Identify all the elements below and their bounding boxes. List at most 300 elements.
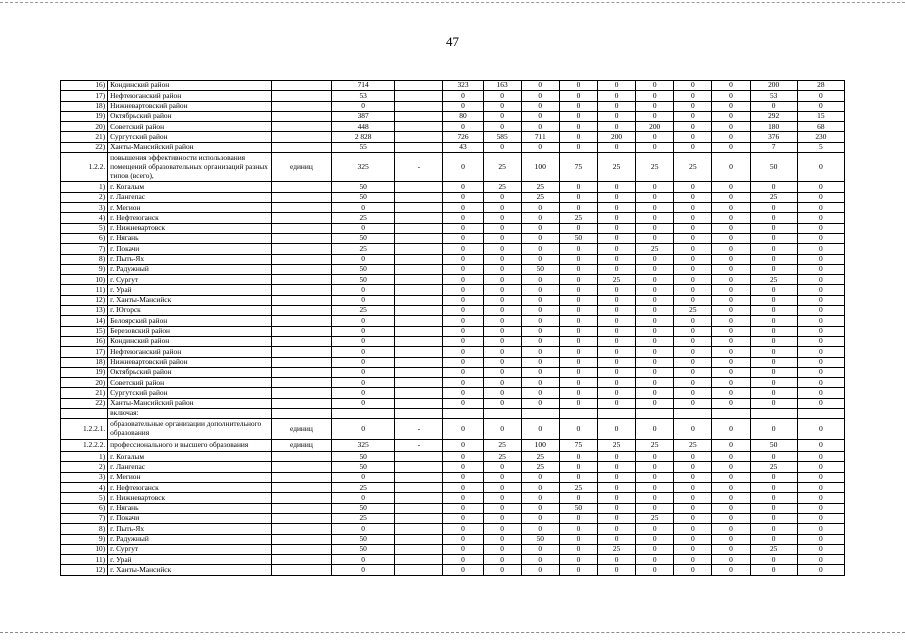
value-cell: 0 <box>636 81 674 91</box>
value-cell: 0 <box>521 336 559 346</box>
value-cell: 25 <box>483 153 521 182</box>
value-cell <box>395 565 443 575</box>
row-name-cell: г. Нефтеюганск <box>108 213 272 223</box>
row-number-cell: 11) <box>61 285 108 295</box>
value-cell: 0 <box>674 544 712 554</box>
value-cell: 0 <box>443 285 483 295</box>
value-cell: 0 <box>797 285 844 295</box>
value-cell: 0 <box>332 565 395 575</box>
value-cell: 0 <box>636 132 674 142</box>
value-cell: 0 <box>750 347 797 357</box>
value-cell: 0 <box>559 132 597 142</box>
value-cell: 50 <box>559 233 597 243</box>
value-cell: 714 <box>332 81 395 91</box>
value-cell: 0 <box>332 524 395 534</box>
value-cell <box>395 244 443 254</box>
value-cell: 50 <box>521 264 559 274</box>
value-cell: 0 <box>797 565 844 575</box>
row-number-cell: 12) <box>61 295 108 305</box>
value-cell <box>395 452 443 462</box>
value-cell: 0 <box>443 565 483 575</box>
row-number-cell: 10) <box>61 275 108 285</box>
value-cell: 0 <box>443 316 483 326</box>
value-cell: 0 <box>483 388 521 398</box>
value-cell: 0 <box>674 122 712 132</box>
value-cell: 0 <box>636 326 674 336</box>
row-number-cell: 17) <box>61 347 108 357</box>
row-unit-cell <box>271 244 331 254</box>
table-row <box>61 275 845 285</box>
value-cell: 0 <box>712 524 750 534</box>
value-cell: 0 <box>597 419 635 440</box>
value-cell: 0 <box>712 513 750 523</box>
value-cell: 0 <box>797 233 844 243</box>
value-cell: 0 <box>483 555 521 565</box>
value-cell: 0 <box>797 254 844 264</box>
value-cell: 0 <box>332 223 395 233</box>
row-name-cell: г. Лангепас <box>108 192 272 202</box>
row-number-cell: 9) <box>61 534 108 544</box>
row-unit-cell <box>271 275 331 285</box>
row-name-cell: Нефтеюганский район <box>108 91 272 101</box>
value-cell: 0 <box>521 223 559 233</box>
row-name-cell: г. Радужный <box>108 534 272 544</box>
value-cell: 0 <box>597 388 635 398</box>
table-row <box>61 367 845 377</box>
value-cell: 0 <box>674 347 712 357</box>
value-cell: 200 <box>750 81 797 91</box>
row-unit-cell <box>271 316 331 326</box>
value-cell: 0 <box>797 555 844 565</box>
value-cell: 0 <box>712 192 750 202</box>
row-name-cell: г. Урай <box>108 285 272 295</box>
value-cell: 0 <box>797 182 844 192</box>
value-cell: 0 <box>483 398 521 408</box>
value-cell: 0 <box>597 452 635 462</box>
value-cell: 50 <box>332 233 395 243</box>
table-row <box>61 565 845 575</box>
value-cell: 0 <box>332 367 395 377</box>
table-row <box>61 285 845 295</box>
value-cell: 0 <box>483 275 521 285</box>
row-name-cell: г. Нижневартовск <box>108 493 272 503</box>
value-cell: 0 <box>674 336 712 346</box>
value-cell: 0 <box>712 306 750 316</box>
row-unit-cell <box>271 101 331 111</box>
value-cell: 0 <box>636 233 674 243</box>
row-unit-cell <box>271 524 331 534</box>
value-cell: 0 <box>674 275 712 285</box>
value-cell: 0 <box>521 306 559 316</box>
value-cell: 50 <box>332 192 395 202</box>
row-name-cell: г. Покачи <box>108 513 272 523</box>
value-cell: 50 <box>332 275 395 285</box>
row-number-cell: 22) <box>61 398 108 408</box>
value-cell <box>395 326 443 336</box>
value-cell: 0 <box>636 203 674 213</box>
value-cell: 25 <box>332 244 395 254</box>
table-row <box>61 452 845 462</box>
value-cell: 0 <box>443 439 483 451</box>
value-cell: 25 <box>750 544 797 554</box>
value-cell: 0 <box>674 101 712 111</box>
value-cell: 0 <box>597 306 635 316</box>
value-cell: 0 <box>797 388 844 398</box>
table-row <box>61 409 845 419</box>
value-cell <box>395 534 443 544</box>
table-row <box>61 81 845 91</box>
value-cell: 0 <box>443 122 483 132</box>
value-cell: 0 <box>483 503 521 513</box>
value-cell: 25 <box>483 439 521 451</box>
value-cell: 0 <box>521 483 559 493</box>
value-cell: 0 <box>443 378 483 388</box>
value-cell: 0 <box>797 275 844 285</box>
value-cell: 25 <box>332 513 395 523</box>
value-cell: 0 <box>521 81 559 91</box>
value-cell: 0 <box>674 285 712 295</box>
row-unit-cell <box>271 378 331 388</box>
value-cell: 0 <box>559 223 597 233</box>
row-unit-cell <box>271 483 331 493</box>
row-unit-cell <box>271 565 331 575</box>
row-name-cell: Кондинский район <box>108 336 272 346</box>
value-cell <box>395 483 443 493</box>
row-name-cell: образовательные организации дополнительного образования <box>108 419 272 440</box>
value-cell: 0 <box>750 503 797 513</box>
value-cell: 0 <box>521 295 559 305</box>
table-row <box>61 503 845 513</box>
row-unit-cell <box>271 306 331 316</box>
value-cell <box>395 111 443 121</box>
value-cell: 0 <box>332 493 395 503</box>
value-cell <box>395 409 443 419</box>
value-cell: 0 <box>636 544 674 554</box>
value-cell: 448 <box>332 122 395 132</box>
table-row <box>61 122 845 132</box>
value-cell: 0 <box>712 503 750 513</box>
value-cell: 0 <box>443 472 483 482</box>
row-name-cell: г. Нягань <box>108 233 272 243</box>
value-cell: 53 <box>750 91 797 101</box>
value-cell: 0 <box>559 122 597 132</box>
value-cell: 0 <box>712 285 750 295</box>
value-cell: 25 <box>636 153 674 182</box>
value-cell <box>395 142 443 152</box>
value-cell: 0 <box>559 264 597 274</box>
value-cell: - <box>395 439 443 451</box>
value-cell: 0 <box>636 213 674 223</box>
value-cell: 0 <box>597 122 635 132</box>
value-cell: 0 <box>674 462 712 472</box>
value-cell: 0 <box>559 336 597 346</box>
row-number-cell: 6) <box>61 503 108 513</box>
value-cell: 0 <box>559 378 597 388</box>
value-cell: 0 <box>712 493 750 503</box>
value-cell: 292 <box>750 111 797 121</box>
value-cell <box>395 388 443 398</box>
row-unit-cell: единиц <box>271 419 331 440</box>
row-unit-cell <box>271 182 331 192</box>
value-cell: 0 <box>521 91 559 101</box>
row-number-cell: 13) <box>61 306 108 316</box>
row-name-cell: г. Лангепас <box>108 462 272 472</box>
table-row <box>61 316 845 326</box>
value-cell: 200 <box>636 122 674 132</box>
value-cell: 100 <box>521 439 559 451</box>
value-cell: 0 <box>797 439 844 451</box>
value-cell: 0 <box>674 524 712 534</box>
value-cell: 0 <box>797 244 844 254</box>
value-cell: 0 <box>712 153 750 182</box>
value-cell: 0 <box>483 524 521 534</box>
value-cell <box>395 132 443 142</box>
value-cell: 0 <box>443 524 483 534</box>
value-cell: 0 <box>636 378 674 388</box>
value-cell: 25 <box>750 462 797 472</box>
row-name-cell: г. Ханты-Мансийск <box>108 295 272 305</box>
value-cell: 0 <box>636 483 674 493</box>
row-unit-cell <box>271 452 331 462</box>
value-cell: 0 <box>636 452 674 462</box>
value-cell: 325 <box>332 439 395 451</box>
value-cell: 0 <box>674 357 712 367</box>
value-cell <box>483 409 521 419</box>
value-cell: 0 <box>636 398 674 408</box>
value-cell: 0 <box>483 264 521 274</box>
value-cell: - <box>395 419 443 440</box>
value-cell: 0 <box>597 347 635 357</box>
value-cell <box>395 233 443 243</box>
value-cell: 0 <box>483 223 521 233</box>
value-cell: 0 <box>483 306 521 316</box>
value-cell: 0 <box>559 295 597 305</box>
value-cell: 0 <box>636 306 674 316</box>
value-cell <box>750 409 797 419</box>
value-cell: 0 <box>750 295 797 305</box>
value-cell <box>395 503 443 513</box>
value-cell: 0 <box>750 213 797 223</box>
value-cell: 0 <box>712 378 750 388</box>
value-cell: 0 <box>636 493 674 503</box>
value-cell: 50 <box>332 182 395 192</box>
value-cell: 0 <box>797 493 844 503</box>
value-cell <box>559 409 597 419</box>
row-unit-cell <box>271 336 331 346</box>
row-unit-cell <box>271 326 331 336</box>
row-unit-cell <box>271 91 331 101</box>
value-cell: 0 <box>797 347 844 357</box>
value-cell: 0 <box>674 534 712 544</box>
value-cell: 25 <box>750 275 797 285</box>
value-cell: 0 <box>521 203 559 213</box>
value-cell: 0 <box>597 192 635 202</box>
value-cell: 0 <box>597 503 635 513</box>
table-row <box>61 472 845 482</box>
value-cell <box>395 306 443 316</box>
value-cell: 25 <box>674 306 712 316</box>
value-cell: 0 <box>750 483 797 493</box>
value-cell: 0 <box>636 419 674 440</box>
value-cell: 0 <box>443 398 483 408</box>
value-cell: 0 <box>797 91 844 101</box>
value-cell: 0 <box>483 192 521 202</box>
value-cell: 0 <box>712 132 750 142</box>
value-cell: 0 <box>443 306 483 316</box>
value-cell: 25 <box>750 192 797 202</box>
value-cell: 0 <box>559 254 597 264</box>
row-number-cell: 10) <box>61 544 108 554</box>
value-cell: 0 <box>559 285 597 295</box>
value-cell: 0 <box>797 419 844 440</box>
value-cell: 0 <box>483 326 521 336</box>
row-name-cell: г. Нягань <box>108 503 272 513</box>
row-name-cell: профессионального и высшего образования <box>108 439 272 451</box>
row-name-cell: Нефтеюганский район <box>108 347 272 357</box>
value-cell: 0 <box>750 398 797 408</box>
value-cell: 0 <box>636 462 674 472</box>
value-cell: 0 <box>483 483 521 493</box>
value-cell: 25 <box>521 192 559 202</box>
value-cell: 0 <box>521 555 559 565</box>
row-unit-cell <box>271 81 331 91</box>
value-cell: 0 <box>750 244 797 254</box>
value-cell: 0 <box>332 316 395 326</box>
value-cell: 0 <box>797 524 844 534</box>
value-cell: 0 <box>559 534 597 544</box>
value-cell: 325 <box>332 153 395 182</box>
value-cell: 0 <box>332 101 395 111</box>
row-unit-cell <box>271 122 331 132</box>
value-cell: - <box>395 153 443 182</box>
row-name-cell: г. Нефтеюганск <box>108 483 272 493</box>
value-cell: 25 <box>597 544 635 554</box>
value-cell: 0 <box>712 111 750 121</box>
value-cell: 0 <box>521 419 559 440</box>
table-row <box>61 378 845 388</box>
value-cell: 0 <box>521 524 559 534</box>
value-cell <box>674 409 712 419</box>
value-cell: 0 <box>750 472 797 482</box>
value-cell: 0 <box>443 388 483 398</box>
value-cell: 0 <box>750 182 797 192</box>
value-cell <box>395 182 443 192</box>
value-cell: 0 <box>597 91 635 101</box>
value-cell: 0 <box>797 203 844 213</box>
value-cell: 0 <box>559 513 597 523</box>
value-cell: 0 <box>597 513 635 523</box>
value-cell: 0 <box>521 122 559 132</box>
value-cell: 0 <box>559 347 597 357</box>
value-cell: 25 <box>483 182 521 192</box>
value-cell: 0 <box>712 336 750 346</box>
value-cell: 0 <box>674 111 712 121</box>
value-cell: 0 <box>443 101 483 111</box>
row-name-cell: Советский район <box>108 122 272 132</box>
row-unit-cell <box>271 367 331 377</box>
value-cell: 0 <box>797 513 844 523</box>
row-number-cell: 20) <box>61 378 108 388</box>
value-cell: 0 <box>750 223 797 233</box>
value-cell: 0 <box>712 534 750 544</box>
value-cell: 0 <box>797 357 844 367</box>
value-cell: 25 <box>674 153 712 182</box>
table-row <box>61 203 845 213</box>
row-number-cell: 12) <box>61 565 108 575</box>
table-row <box>61 388 845 398</box>
value-cell: 25 <box>674 439 712 451</box>
value-cell: 0 <box>483 336 521 346</box>
value-cell: 0 <box>597 233 635 243</box>
row-name-cell: Белоярский район <box>108 316 272 326</box>
value-cell: 0 <box>750 264 797 274</box>
value-cell <box>332 409 395 419</box>
value-cell: 53 <box>332 91 395 101</box>
table-row <box>61 264 845 274</box>
value-cell: 180 <box>750 122 797 132</box>
table-row <box>61 192 845 202</box>
value-cell: 0 <box>674 233 712 243</box>
value-cell: 0 <box>483 244 521 254</box>
table-row <box>61 534 845 544</box>
value-cell: 25 <box>636 439 674 451</box>
value-cell <box>395 336 443 346</box>
value-cell: 0 <box>332 203 395 213</box>
value-cell: 0 <box>674 223 712 233</box>
value-cell <box>395 101 443 111</box>
value-cell: 0 <box>750 513 797 523</box>
value-cell: 0 <box>674 91 712 101</box>
value-cell: 0 <box>559 275 597 285</box>
value-cell: 0 <box>797 264 844 274</box>
value-cell: 0 <box>332 285 395 295</box>
value-cell: 25 <box>636 513 674 523</box>
value-cell: 0 <box>483 462 521 472</box>
value-cell: 0 <box>483 347 521 357</box>
value-cell: 0 <box>712 142 750 152</box>
value-cell: 25 <box>636 244 674 254</box>
row-unit-cell <box>271 555 331 565</box>
value-cell: 0 <box>674 493 712 503</box>
value-cell: 50 <box>521 534 559 544</box>
value-cell: 0 <box>443 244 483 254</box>
value-cell <box>797 409 844 419</box>
value-cell: 80 <box>443 111 483 121</box>
value-cell: 0 <box>712 544 750 554</box>
row-number-cell: 5) <box>61 493 108 503</box>
value-cell: 25 <box>521 462 559 472</box>
value-cell: 726 <box>443 132 483 142</box>
row-name-cell: Сургутский район <box>108 388 272 398</box>
value-cell: 50 <box>332 264 395 274</box>
row-number-cell: 8) <box>61 524 108 534</box>
value-cell: 0 <box>750 254 797 264</box>
row-number-cell: 4) <box>61 213 108 223</box>
value-cell: 0 <box>712 483 750 493</box>
value-cell: 0 <box>712 398 750 408</box>
value-cell: 0 <box>559 182 597 192</box>
value-cell: 0 <box>443 503 483 513</box>
value-cell: 25 <box>559 483 597 493</box>
value-cell: 0 <box>636 101 674 111</box>
value-cell: 0 <box>443 483 483 493</box>
value-cell: 0 <box>483 91 521 101</box>
value-cell: 0 <box>559 493 597 503</box>
value-cell: 25 <box>597 153 635 182</box>
row-name-cell: Октябрьский район <box>108 367 272 377</box>
row-name-cell: г. Мегион <box>108 472 272 482</box>
value-cell: 0 <box>636 503 674 513</box>
